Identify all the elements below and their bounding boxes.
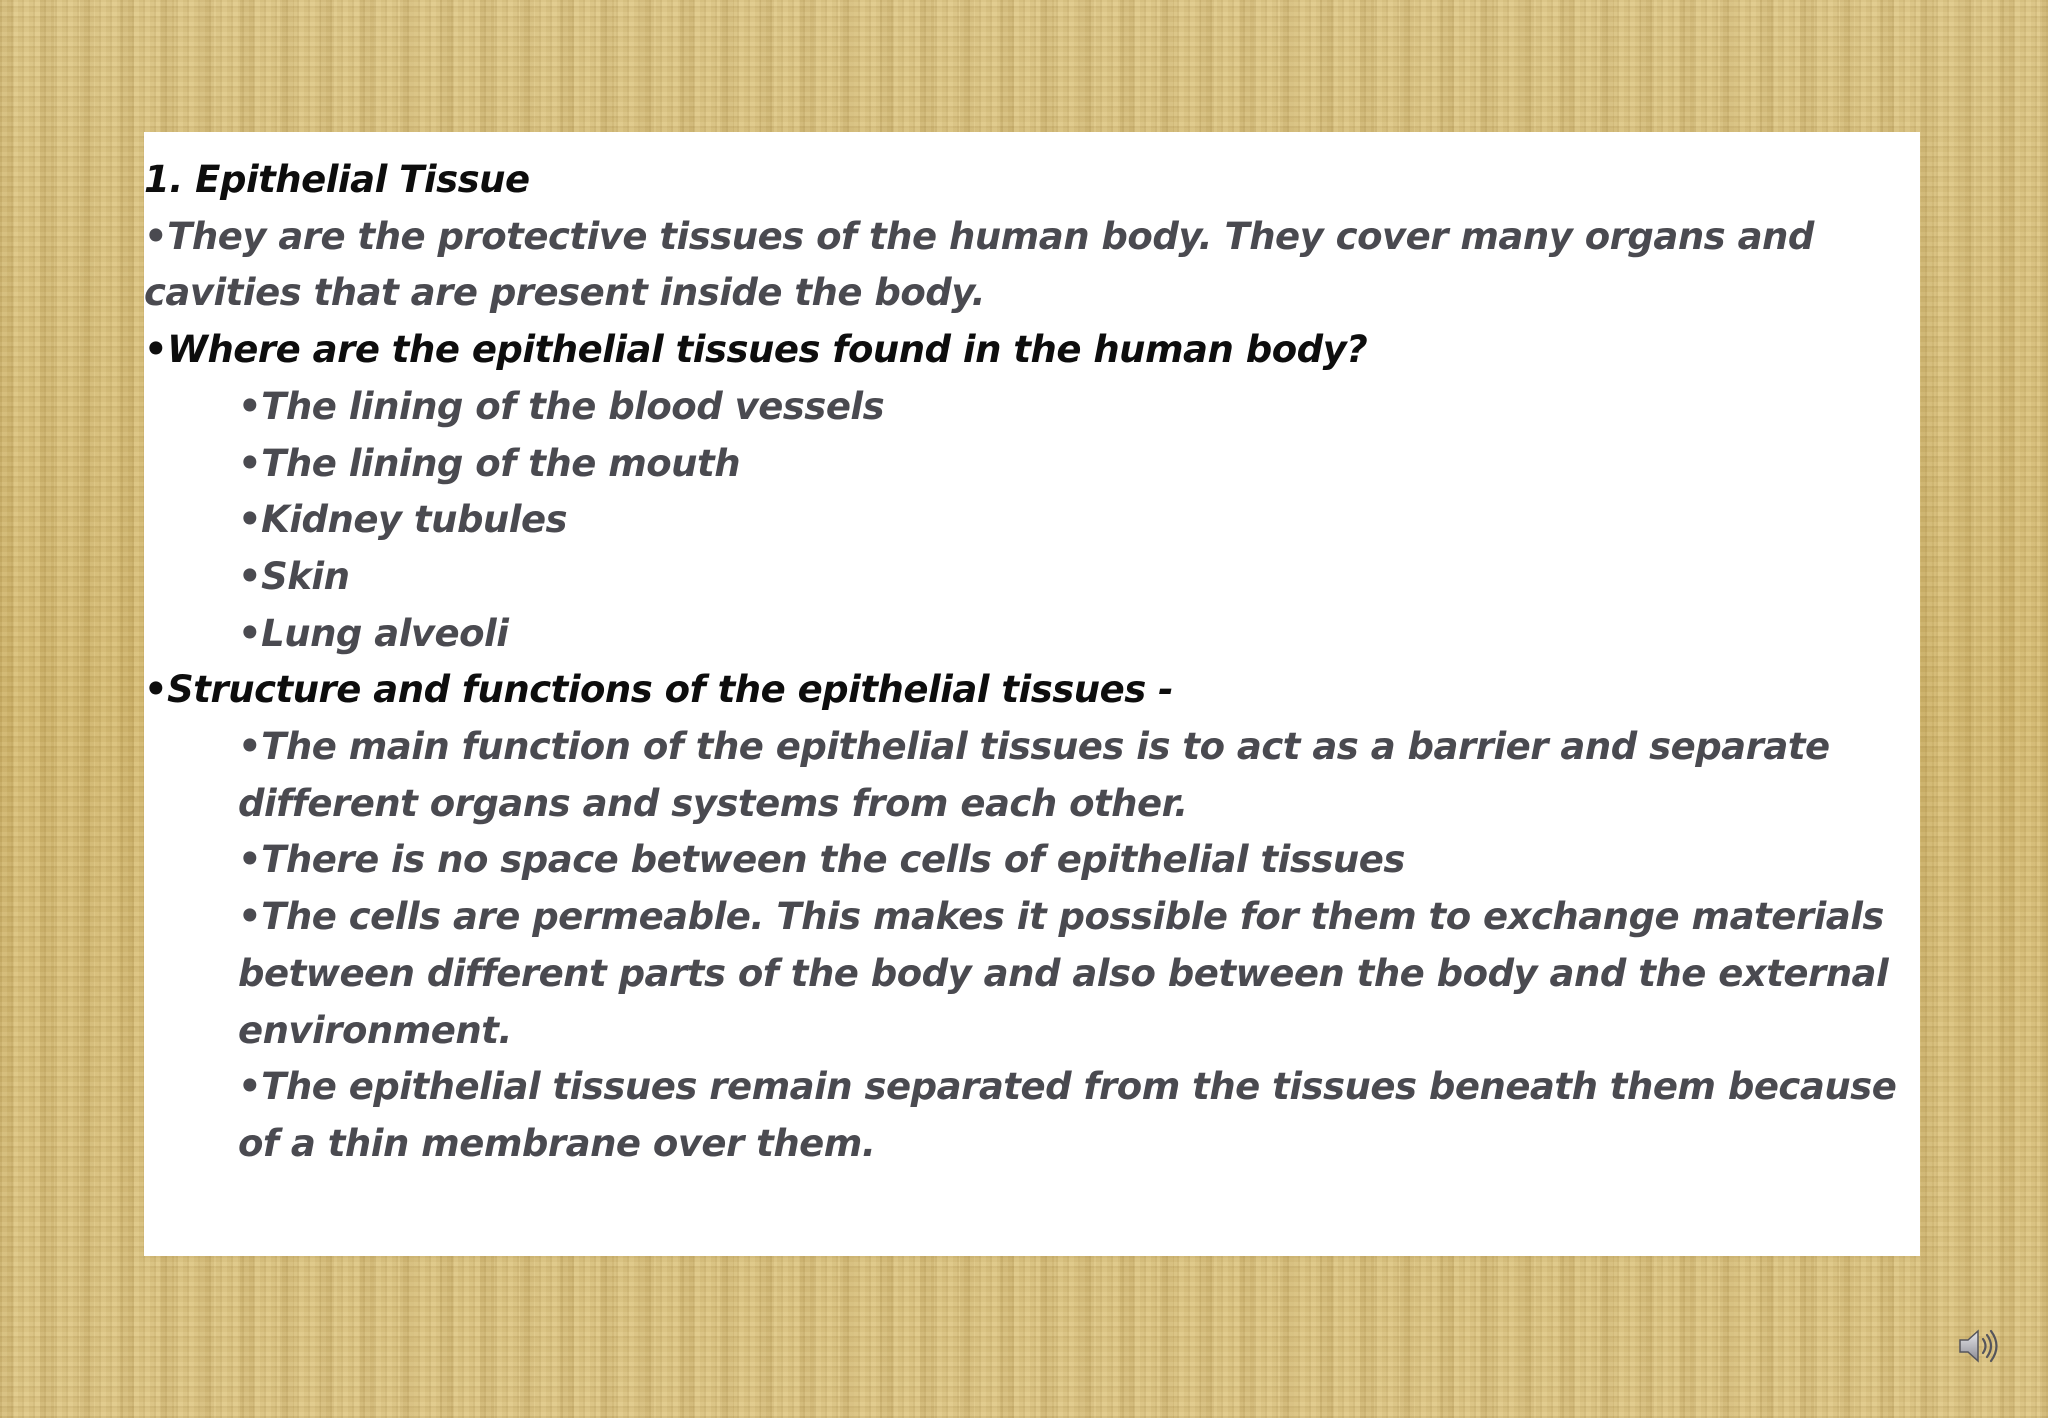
function-item-permeable: •The cells are permeable. This makes it possible for them to exchange materials between different parts of the body and also between the body and the external environment. — [238, 895, 1889, 1052]
content-panel — [144, 132, 1920, 1256]
slide-content — [144, 152, 1920, 1173]
function-item-membrane: •The epithelial tissues remain separated from the tissues beneath them because of a thin membrane over them. — [238, 1065, 1897, 1165]
function-item-barrier: •The main function of the epithelial tissues is to act as a barrier and separate different organs and systems from each other. — [238, 725, 1830, 825]
slide-heading: 1. Epithelial Tissue — [144, 158, 530, 201]
speaker-icon[interactable] — [1956, 1324, 2000, 1368]
locations-question: •Where are the epithelial tissues found in the human body? — [144, 328, 1368, 372]
location-item-lung-alveoli: •Lung alveoli — [238, 611, 509, 655]
intro-bullet: •They are the protective tissues of the human body. They cover many organs and cavities that are present inside the body. — [144, 214, 1814, 315]
location-item-skin: •Skin — [238, 554, 350, 598]
structure-heading: •Structure and functions of the epithelial tissues - — [144, 668, 1173, 712]
location-item-kidney-tubules: •Kidney tubules — [238, 498, 568, 542]
location-item-mouth: •The lining of the mouth — [238, 441, 741, 485]
location-item-blood-vessels: •The lining of the blood vessels — [238, 384, 885, 428]
function-item-no-space: •There is no space between the cells of epithelial tissues — [238, 838, 1405, 882]
